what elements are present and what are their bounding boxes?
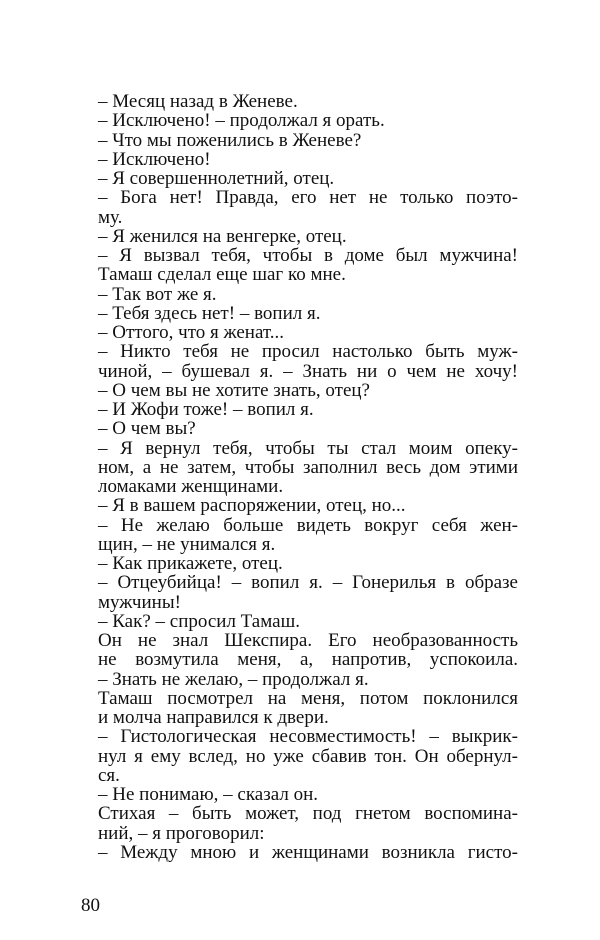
text-line: – Между мною и женщинами возникла гисто- <box>98 841 518 863</box>
text-line: – И Жофи тоже! – вопил я. <box>98 399 314 420</box>
text-line: Тамаш посмотрел на меня, потом поклонился <box>98 687 518 709</box>
text-line: – Месяц назад в Женеве. <box>98 91 298 112</box>
text-line: – Оттого, что я женат... <box>98 322 285 343</box>
text-line: – Отцеубийца! – вопил я. – Гонерилья в образе <box>98 572 518 594</box>
text-line: – Я женился на венгерке, отец. <box>98 225 347 247</box>
page-number: 80 <box>81 895 100 916</box>
text-line: – Бога нет! Правда, его нет не только поэто- <box>98 187 518 209</box>
text-line: – Тебя здесь нет! – вопил я. <box>98 302 321 324</box>
text-line: ломаками женщинами. <box>98 476 284 497</box>
text-line: му. <box>98 206 123 228</box>
text-line: – Исключено! <box>98 148 211 170</box>
text-line: – О чем вы? <box>98 418 196 440</box>
text-line: – Как? – спросил Тамаш. <box>98 610 300 632</box>
text-line: – Я совершеннолетний, отец. <box>98 168 335 189</box>
text-line: и молча направился к двери. <box>98 707 329 728</box>
text-line: – Не желаю больше видеть вокруг себя жен- <box>98 514 518 536</box>
text-line: щин, – не унимался я. <box>98 533 276 555</box>
text-line: ном, а не затем, чтобы заполнил весь дом этими <box>98 456 518 478</box>
text-line: – Я вернул тебя, чтобы ты стал моим опеку- <box>98 437 518 459</box>
text-line: мужчины! <box>98 591 181 613</box>
text-line: – Не понимаю, – сказал он. <box>98 784 318 805</box>
text-line: ся. <box>98 764 120 786</box>
text-line: – Никто тебя не просил настолько быть муж- <box>98 341 518 363</box>
text-line: Тамаш сделал еще шаг ко мне. <box>98 264 346 286</box>
text-line: – Так вот же я. <box>98 283 217 305</box>
text-line: не возмутила меня, а, напротив, успокоила. <box>98 649 518 671</box>
text-line: – Гистологическая несовместимость! – выкрик- <box>98 726 518 748</box>
text-line: – Что мы поженились в Женеве? <box>98 129 362 151</box>
text-line: – Как прикажете, отец. <box>98 553 283 574</box>
text-line: ний, – я проговорил: <box>98 822 265 844</box>
text-line: Он не знал Шекспира. Его необразованность <box>98 630 518 651</box>
text-line: – Исключено! – продолжал я орать. <box>98 110 385 132</box>
text-line: нул я ему вслед, но уже сбавив тон. Он обернул- <box>98 745 518 767</box>
text-line: – О чем вы не хотите знать, отец? <box>98 379 370 401</box>
page-text <box>98 92 518 862</box>
text-line: – Знать не желаю, – продолжал я. <box>98 668 369 690</box>
text-line: Стихая – быть может, под гнетом воспомина- <box>98 803 518 825</box>
text-line: – Я в вашем распоряжении, отец, но... <box>98 495 406 517</box>
text-line: чиной, – бушевал я. – Знать ни о чем не хочу! <box>98 360 518 382</box>
text-line: – Я вызвал тебя, чтобы в доме был мужчина! <box>98 245 518 266</box>
